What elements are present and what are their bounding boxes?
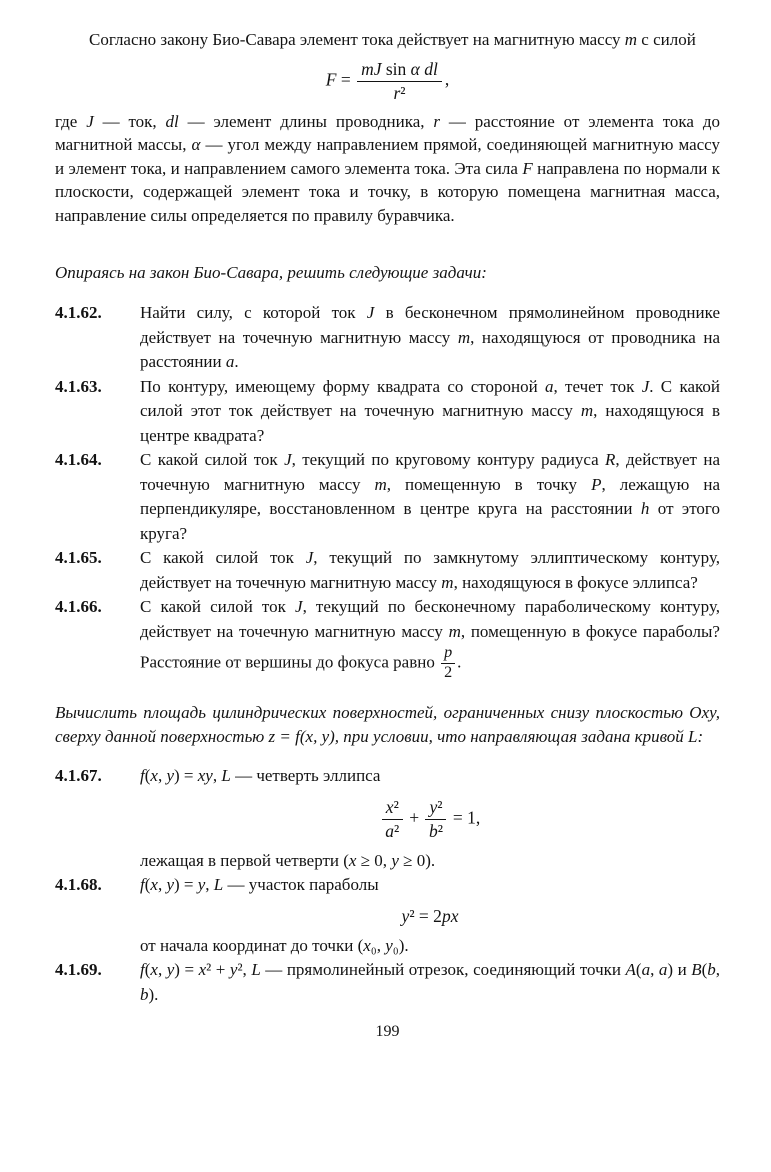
problem-4-1-69 [55,958,720,1007]
problem-text: f(x, y) = xy, L — четверть эллипса [140,766,381,786]
problem-text: Найти силу, с которой ток J в бесконечном прямолинейном проводнике действует на точечную магнитную массу m, находящуюся от проводника на расстоянии a. [140,303,721,372]
problem-4-1-66 [55,595,720,683]
formula-denominator: r² [393,83,406,104]
section1-heading: Опираясь на закон Био-Савара, решить следующие задачи: [55,263,487,283]
problem-text: С какой силой ток J, текущий по замкнутому эллиптическому контуру, действует на точечную магнитную массу m, находящуюся в фокусе эллипса? [140,548,720,592]
problem-4-1-63 [55,375,720,449]
problem-text: f(x, y) = x² + y², L — прямолинейный отрезок, соединяющий точки A(a, a) и B(b, b). [140,960,721,1004]
problem-text: С какой силой ток J, текущий по круговому контуру радиуса R, действует на точечную магнитную массу m, помещенную в точку P, лежащую на перпендикуляре, восстановленном в центре круга на расстоянии h от этого круга? [140,450,720,543]
intro-paragraph-2: где J — ток, dl — элемент длины проводника, r — расстояние от элемента тока до магнитной массы, α — угол между направлением прямой, соединяющей магнитную массу и элемент тока, и направлением самого элемента тока. Эта сила F направлена по нормали к плоскости, содержащей элемент тока и точку, в которую помещена магнитная масса, направление силы определяется по правилу буравчика. [55,111,720,225]
ellipse-formula [140,797,720,842]
formula-lhs: F = [325,69,351,90]
plus-operator: + [409,807,420,828]
problem-4-1-65 [55,546,720,595]
parabola-formula: y² = 2px [401,905,459,926]
problem-4-1-68 [55,873,720,958]
problem-number: 4.1.66. [55,597,102,617]
problem-4-1-62 [55,301,720,375]
section1-problems [55,301,720,683]
problem-number: 4.1.65. [55,548,102,568]
problem-4-1-64 [55,448,720,546]
problem-body [140,764,720,873]
problem-number: 4.1.63. [55,376,102,396]
problem-number: 4.1.67. [55,766,102,786]
formula-numerator: mJ sin α dl [357,59,442,83]
problem-text: f(x, y) = y, L — участок параболы [140,875,379,895]
problem-number: 4.1.68. [55,875,102,895]
section2-problems [55,764,720,1007]
page-number: 199 [375,1023,400,1041]
problem-number: 4.1.62. [55,303,102,323]
ellipse-fraction-1: $\frac{\text{x²}}{\text{a²}}$ [382,797,403,842]
ellipse-rhs: = 1, [452,807,481,828]
formula-suffix: , [444,69,450,90]
biot-savart-formula [55,59,720,104]
ellipse-fraction-2: $\frac{\text{y²}}{\text{b²}}$ [425,797,446,842]
problem-text-after: лежащая в первой четверти (x ≥ 0, y ≥ 0). [140,850,436,870]
section2-heading: Вычислить площадь цилиндрических поверхностей, ограниченных снизу плоскостью Oxy, сверху данной поверхностью z = f(x, y), при условии, что направляющая задана кривой L: [55,703,720,747]
problem-4-1-67 [55,764,720,873]
problem-text-after: от начала координат до точки (x₀, y₀). [140,935,409,955]
problem-number: 4.1.64. [55,450,102,470]
problem-text: С какой силой ток J, текущий по бесконечному параболическому контуру, действует на точечную магнитную массу m, помещенную в фокусе параболы? Расстояние от вершины до фокуса равно $\frac{p}{2}$ . [140,597,720,682]
problem-body [140,873,720,958]
formula-fraction [357,59,442,104]
problem-number: 4.1.69. [55,960,102,980]
problem-text: По контуру, имеющему форму квадрата со стороной a, течет ток J. С какой силой этот ток действует на точечную магнитную массу m, находящуюся в центре квадрата? [140,376,720,445]
intro-paragraph-1: Согласно закону Био-Савара элемент тока действует на магнитную массу m с силой [89,30,696,49]
